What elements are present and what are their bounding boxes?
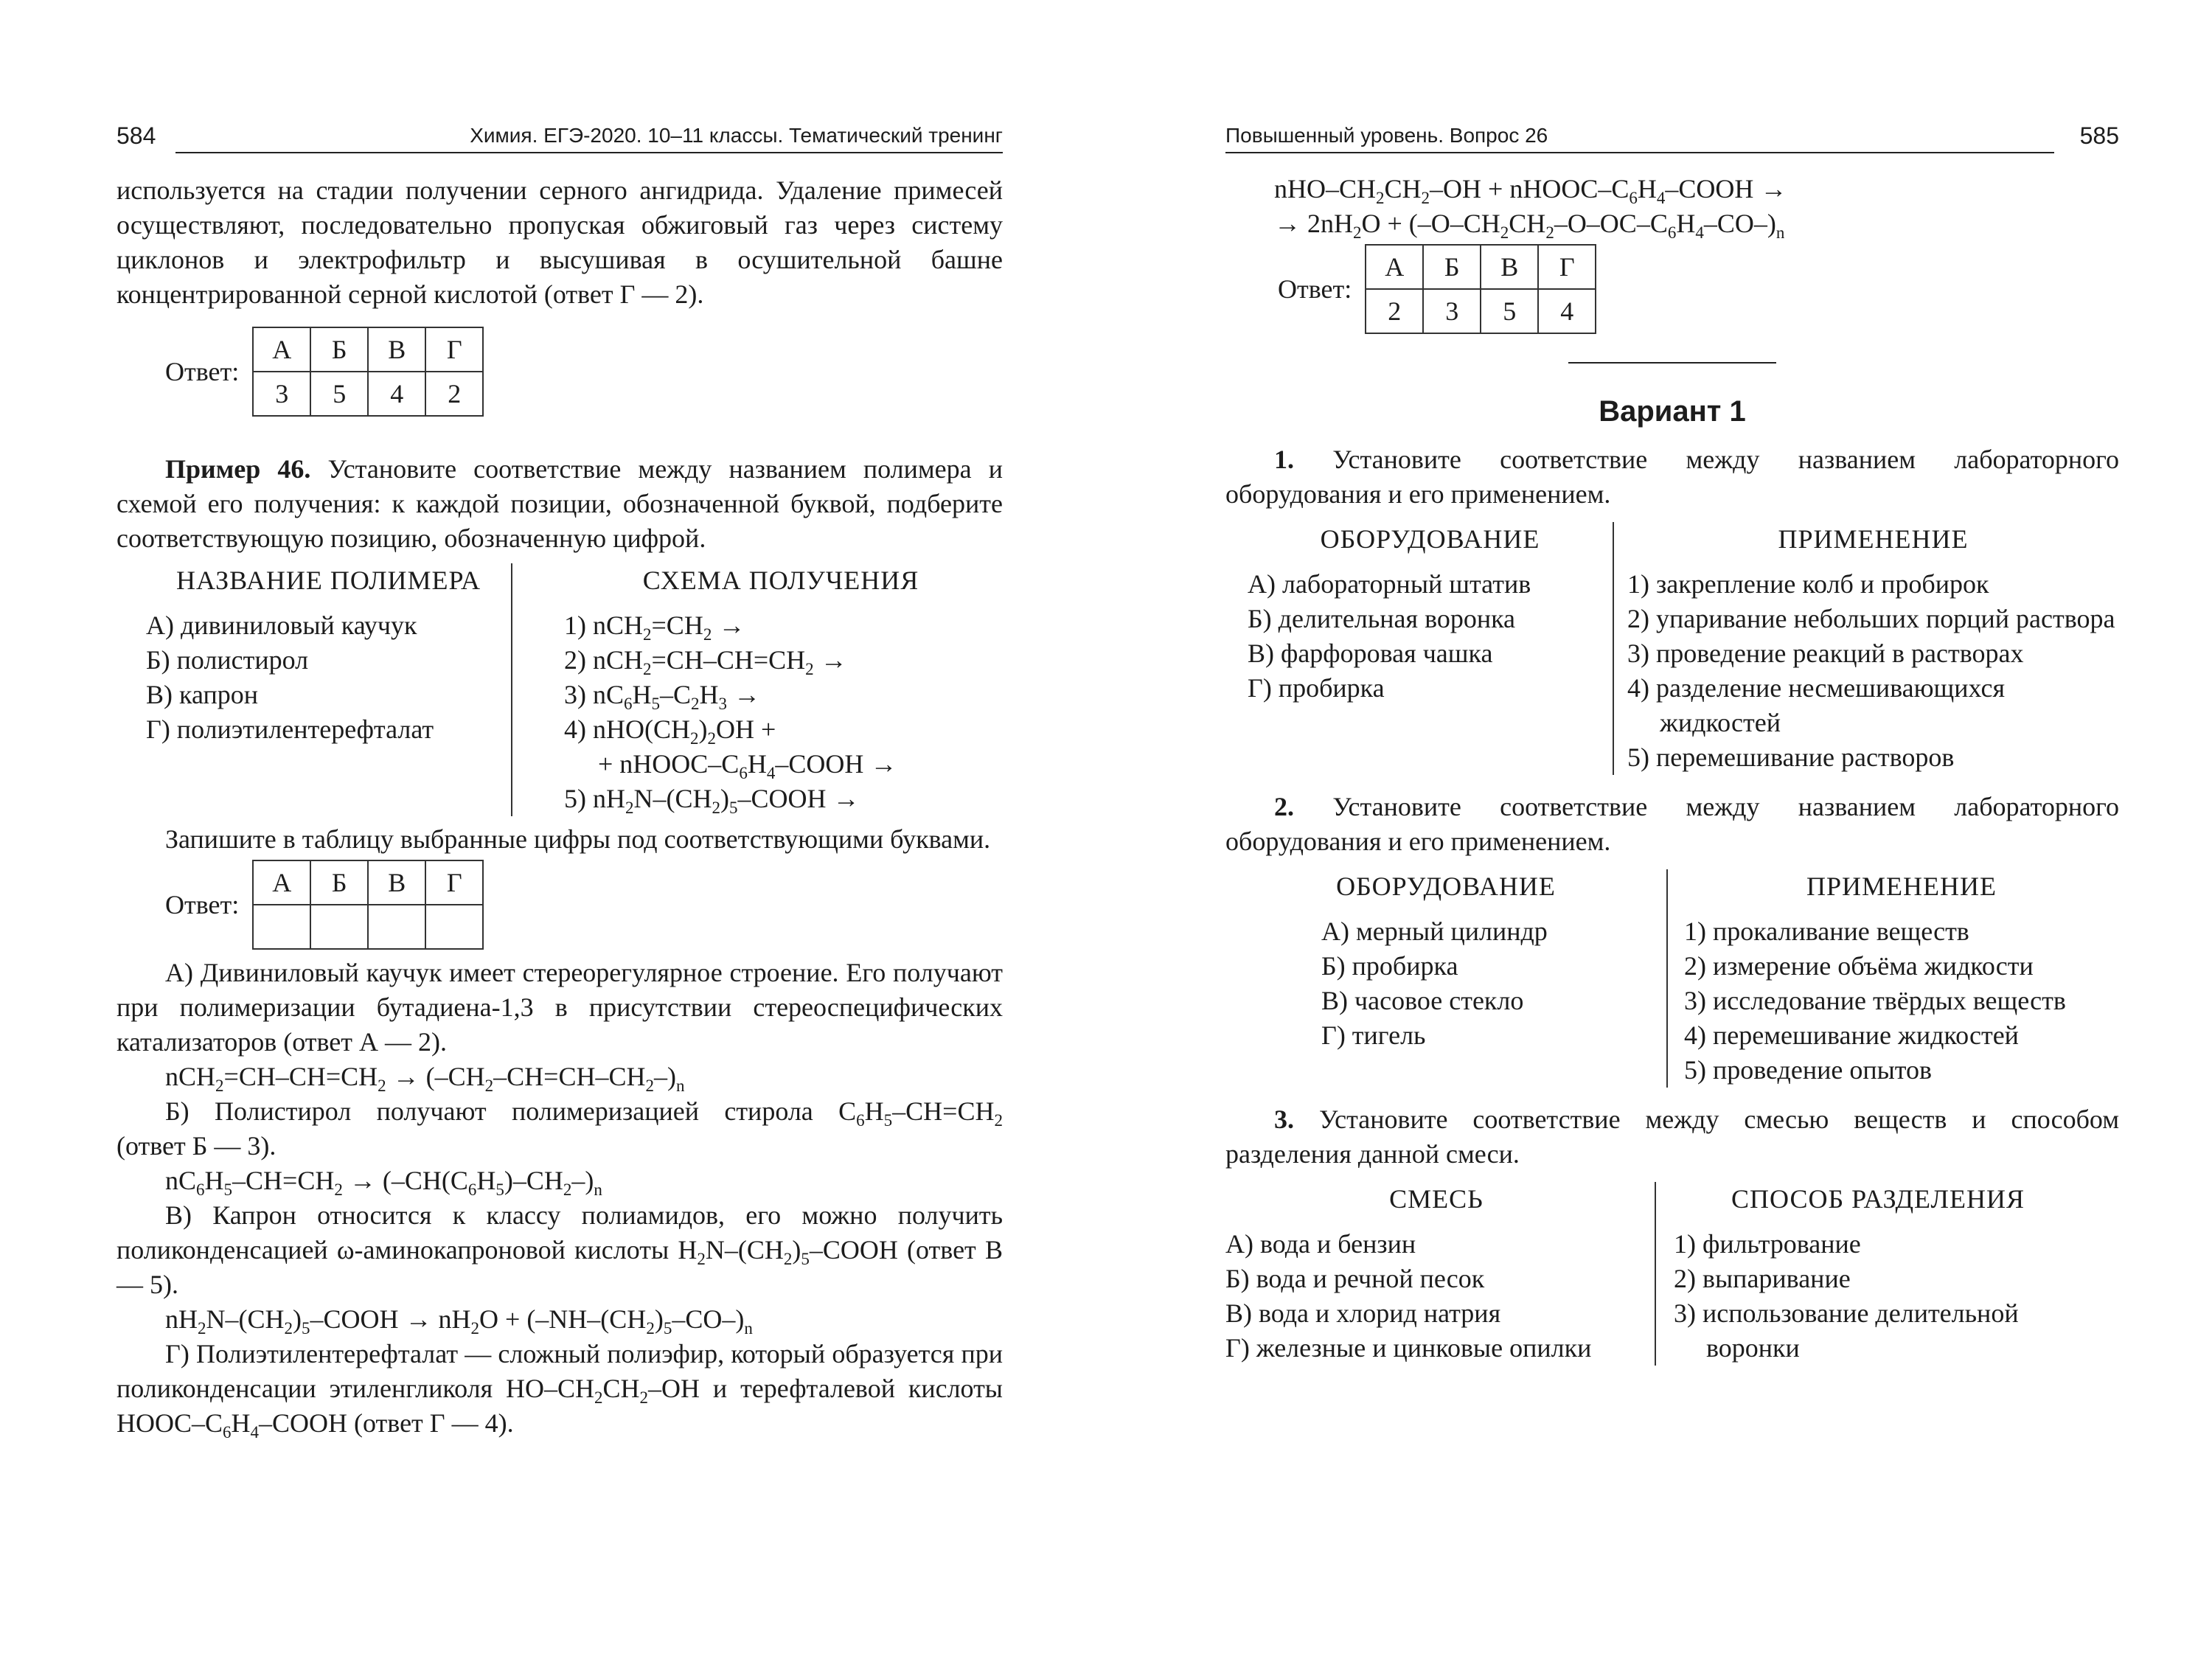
answer-header: В [1481, 245, 1538, 289]
matching-right-column [1655, 1182, 2082, 1366]
list-item: Б) пробирка [1321, 951, 1458, 981]
answer-header: Г [425, 860, 483, 905]
explanation-d-answer: (ответ Г — 4). [354, 1408, 514, 1438]
list-item: 3) проведение реакций в растворах [1627, 639, 2024, 668]
matching-left-column [1225, 869, 1666, 1088]
answer-header: В [368, 860, 425, 905]
answer-cell [425, 905, 483, 949]
list-item: 5) перемешивание растворов [1627, 742, 1955, 772]
formula-option: 3) $nC_6H_5-C_2H_3$ → [564, 680, 761, 713]
list-item: 2) упаривание небольших порций раствора [1627, 604, 2115, 633]
column-header: СПОСОБ РАЗДЕЛЕНИЯ [1731, 1184, 2025, 1214]
column-header: ПРИМЕНЕНИЕ [1806, 872, 1997, 901]
list-item: Б) вода и речной песок [1225, 1264, 1485, 1293]
header-rule [1225, 152, 2054, 153]
question-number: 3. [1274, 1105, 1294, 1134]
answer-header: А [1366, 245, 1423, 289]
answer-cell: 2 [425, 372, 483, 416]
right-body [1225, 172, 2119, 1366]
answer-header: Б [310, 860, 368, 905]
answer-header: Б [310, 327, 368, 372]
list-item: 2) измерение объёма жидкости [1684, 951, 2034, 981]
answer-header: В [368, 327, 425, 372]
explanation-c: В) Капрон относится к классу полиамидов, его можно получить поликонденсацией ω-аминокапроновой кислоты $H_2N-(CH_2)_5$–COOH (ответ В — 5). [116, 1200, 1003, 1299]
column-header: НАЗВАНИЕ ПОЛИМЕРА [176, 566, 481, 595]
answer-label: Ответ: [165, 356, 240, 386]
answer-cell: 3 [253, 372, 310, 416]
question-number: 2. [1274, 792, 1294, 821]
list-item: А) дивиниловый каучук [146, 611, 417, 640]
list-item: 2) выпаривание [1674, 1264, 1851, 1293]
list-item: В) часовое стекло [1321, 986, 1524, 1015]
answer-cell: 4 [368, 372, 425, 416]
running-head: Повышенный уровень. Вопрос 26 [1225, 124, 1548, 147]
explanation-b-answer: (ответ Б — 3). [116, 1131, 276, 1161]
example-text: Установите соответствие между названием полимера и схемой его получения: к каждой позиции, обозначенной буквой, подберите соответствующую позицию, обозначенную цифрой. [116, 454, 1003, 553]
column-header: ОБОРУДОВАНИЕ [1320, 524, 1540, 554]
list-item: А) мерный цилиндр [1321, 917, 1548, 946]
explanation-d-and: и терефталевой кислоты [712, 1374, 1003, 1403]
question-3 [1225, 1102, 2119, 1172]
column-header: СМЕСЬ [1389, 1184, 1484, 1214]
equation-line-1: nHO–$CH_2CH_2-OH$ + nHOOC–$C_6H_4$–COOH → [1274, 174, 1787, 207]
list-item: В) фарфоровая чашка [1248, 639, 1493, 668]
list-item: Б) полистирол [146, 645, 309, 675]
answer-cell [310, 905, 368, 949]
list-item: А) лабораторный штатив [1248, 569, 1531, 599]
explanation-c-answer: (ответ В — 5). [116, 1235, 1003, 1299]
continuation-paragraph: используется на стадии получении серного ангидрида. Удаление примесей осуществляют, последовательно пропуская обжиговый газ через систему циклонов и электрофильтр и высушивая в осушительной башне концентрированной серной кислотой (ответ Г — 2). [116, 175, 1003, 309]
example-paragraph [116, 452, 1003, 556]
page-number: 584 [116, 122, 156, 149]
column-header: СХЕМА ПОЛУЧЕНИЯ [642, 566, 919, 595]
explanation-c-text: В) Капрон относится к классу полиамидов, его можно получить поликонденсацией ω-аминокапроновой кислоты [116, 1200, 1003, 1265]
matching-right-column [511, 563, 998, 816]
list-item: Г) железные и цинковые опилки [1225, 1333, 1592, 1363]
answer-cell: 5 [310, 372, 368, 416]
formula-option: + nHOOC–$C_6H_4$–COOH → [598, 749, 897, 782]
explanation-d-text: Г) Полиэтилентерефталат — сложный полиэфир, который образуется при поликонденсации этиленгликоля [116, 1339, 1003, 1403]
list-item: 4) перемешивание жидкостей [1684, 1020, 2019, 1050]
answer-cell [253, 905, 310, 949]
answer-row [165, 860, 1003, 950]
header-rule [175, 152, 1003, 153]
list-item: 1) закрепление колб и пробирок [1627, 569, 1989, 599]
matching-table [1225, 522, 2119, 775]
question-text: Установите соответствие между смесью веществ и способом разделения данной смеси. [1225, 1105, 2120, 1169]
answer-cell: 4 [1538, 289, 1596, 333]
answer-table [252, 327, 484, 417]
page-number: 585 [2079, 122, 2119, 149]
explanation-b: Б) Полистирол получают полимеризацией стирола $C_6H_5-CH=CH_2$ [165, 1096, 1003, 1130]
list-item: Г) пробирка [1248, 673, 1385, 703]
answer-header: Б [1423, 245, 1481, 289]
answer-row [165, 327, 1003, 417]
answer-cell [368, 905, 425, 949]
formula-option: 1) $nCH_2=CH_2$ → [564, 611, 745, 644]
list-item: Г) полиэтилентерефталат [146, 714, 434, 744]
list-item: 1) прокаливание веществ [1684, 917, 1969, 946]
matching-table [116, 563, 1003, 816]
matching-right-column [1666, 869, 2119, 1088]
example-label: Пример 46. [165, 454, 311, 484]
matching-right-column [1613, 522, 2119, 775]
running-head: Химия. ЕГЭ-2020. 10–11 классы. Тематический тренинг [470, 124, 1003, 147]
equation-c: $nH_2N-(CH_2)_5$–COOH → $nH_2O + (-NH-(CH_2)_5-CO-)_n$ [165, 1304, 753, 1338]
answer-cell: 3 [1423, 289, 1481, 333]
formula-option: 4) $nHO(CH_2)_2OH$ + [564, 714, 776, 748]
answer-header: Г [1538, 245, 1596, 289]
section-separator [1568, 362, 1776, 364]
list-item: Г) тигель [1321, 1020, 1426, 1050]
answer-row [1278, 244, 2119, 334]
answer-header: А [253, 860, 310, 905]
list-item: В) капрон [146, 680, 258, 709]
column-header: ОБОРУДОВАНИЕ [1336, 872, 1556, 901]
matching-left-column [116, 563, 511, 816]
question-2 [1225, 790, 2119, 859]
explanation-d: Г) Полиэтилентерефталат — сложный полиэфир, который образуется при поликонденсации этиленгликоля $HO-CH_2CH_2-OH$ и терефталевой кислоты HOOC–$C_6H_4$–COOH (ответ Г — 4). [116, 1339, 1003, 1441]
formula-option: 5) $nH_2N-(CH_2)_5$–COOH → [564, 784, 860, 817]
answer-table-blank [252, 860, 484, 950]
list-item: 4) разделение несмешивающихся жидкостей [1627, 673, 2006, 737]
matching-table [1225, 869, 2119, 1088]
question-1 [1225, 442, 2119, 512]
answer-label: Ответ: [1278, 274, 1352, 304]
answer-cell: 5 [1481, 289, 1538, 333]
question-text: Установите соответствие между названием лабораторного оборудования и его применением. [1225, 445, 2120, 509]
list-item: 3) исследование твёрдых веществ [1684, 986, 2066, 1015]
answer-header: Г [425, 327, 483, 372]
list-item: А) вода и бензин [1225, 1229, 1416, 1259]
explanation-b-text: Б) Полистирол получают полимеризацией стирола [165, 1096, 813, 1126]
answer-header: А [253, 327, 310, 372]
column-header: ПРИМЕНЕНИЕ [1778, 524, 1969, 554]
matching-table [1225, 1182, 2119, 1366]
matching-left-column [1225, 1182, 1655, 1366]
list-item: В) вода и хлорид натрия [1225, 1298, 1501, 1328]
formula-option: 2) $nCH_2=CH-CH=CH_2$ → [564, 645, 847, 678]
list-item: Б) делительная воронка [1248, 604, 1516, 633]
list-item: 1) фильтрование [1674, 1229, 1861, 1259]
answer-label: Ответ: [165, 889, 240, 919]
equation-a: $nCH_2=CH-CH=CH_2 \to (-CH_2-CH=CH-CH_2-)_n$ [165, 1062, 685, 1095]
equation-b: $nC_6H_5-CH=CH_2 \to (-CH(C_6H_5)-CH_2-)_n$ [165, 1166, 602, 1199]
matching-left-column [1225, 522, 1613, 775]
question-text: Установите соответствие между названием лабораторного оборудования и его применением. [1225, 792, 2120, 856]
list-item: 3) использование делительной воронки [1674, 1298, 2019, 1363]
explanation-a: А) Дивиниловый каучук имеет стереорегулярное строение. Его получают при полимеризации бутадиена-1,3 в присутствии стереоспецифических катализаторов (ответ А — 2). [116, 958, 1003, 1057]
variant-title: Вариант 1 [1599, 395, 1746, 428]
answer-cell: 2 [1366, 289, 1423, 333]
left-body [116, 173, 1003, 1441]
list-item: 5) проведение опытов [1684, 1055, 1933, 1085]
right-page [1106, 0, 2212, 1659]
answer-table [1365, 244, 1596, 334]
instruction-paragraph: Запишите в таблицу выбранные цифры под соответствующими буквами. [165, 824, 991, 854]
equation-line-2: → $2nH_2O + (-O-CH_2CH_2-O-OC-C_6H_4-CO-)_n$ [1274, 209, 1785, 242]
question-number: 1. [1274, 445, 1294, 474]
